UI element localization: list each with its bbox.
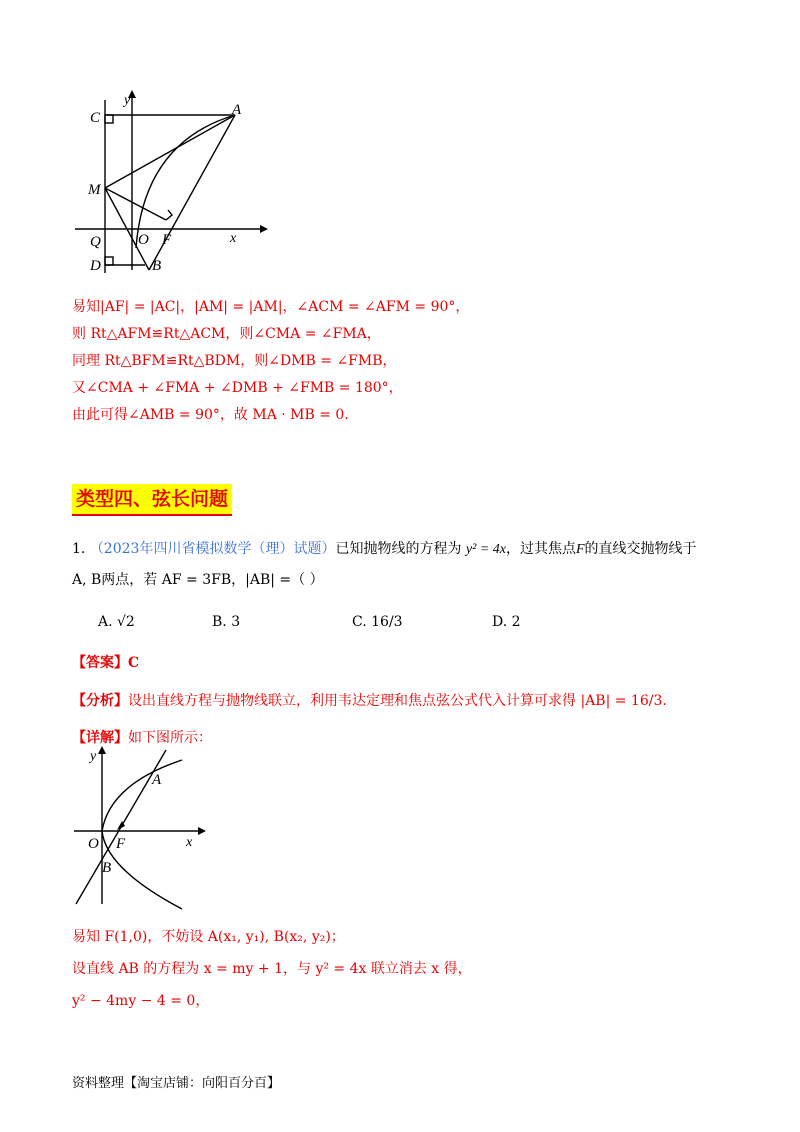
question-source: （2023年四川省模拟数学（理）试题） bbox=[89, 541, 336, 557]
page-footer: 资料整理【淘宝店铺：向阳百分百】 bbox=[72, 1076, 281, 1091]
fig2-label-y: y bbox=[90, 749, 97, 764]
fig2-label-O: O bbox=[88, 836, 99, 852]
label-F: F bbox=[162, 232, 172, 248]
label-A: A bbox=[232, 102, 242, 118]
option-c bbox=[352, 614, 403, 630]
question-focus: F bbox=[575, 542, 585, 557]
question-text-a: 已知抛物线的方程为 bbox=[335, 541, 462, 557]
question-text-c: 的直线交抛物线于 bbox=[584, 541, 697, 557]
parabola-figure-2 bbox=[70, 744, 210, 912]
analysis-text: 设出直线方程与抛物线联立，利用韦达定理和焦点弦公式代入计算可求得 |AB| = 16/3. bbox=[128, 693, 667, 709]
proof-line-3: 同理 Rt△BFM≌Rt△BDM，则∠DMB = ∠FMB， bbox=[72, 353, 397, 369]
geometry-figure-1 bbox=[70, 90, 270, 280]
label-Q: Q bbox=[90, 234, 101, 250]
analysis-tag: 【分析】 bbox=[72, 693, 128, 709]
option-d-value: 2 bbox=[511, 614, 521, 630]
option-c-label: C. bbox=[352, 614, 367, 630]
proof-line-5: 由此可得∠AMB = 90°，故 MA · MB = 0. bbox=[72, 407, 349, 423]
question-number: 1. bbox=[72, 541, 86, 557]
option-a-label: A. bbox=[98, 614, 113, 630]
detail-text: 如下图所示： bbox=[128, 730, 212, 746]
question-line-1 bbox=[72, 538, 697, 558]
proof-line-1: 易知|AF| = |AC|，|AM| = |AM|，∠ACM = ∠AFM = 90°， bbox=[72, 299, 470, 315]
label-y: y bbox=[124, 93, 131, 108]
detail-tag: 【详解】 bbox=[72, 730, 128, 746]
option-a bbox=[98, 614, 135, 630]
option-d-label: D. bbox=[492, 614, 508, 630]
label-D: D bbox=[90, 258, 101, 274]
label-x: x bbox=[230, 231, 237, 246]
solution-line-3: y² − 4my − 4 = 0， bbox=[72, 993, 210, 1009]
section-heading: 类型四、弦长问题 bbox=[72, 484, 232, 516]
option-a-value: √2 bbox=[117, 614, 135, 630]
label-C: C bbox=[90, 110, 101, 126]
question-line-2: A, B两点，若 AF = 3FB，|AB| =（ ） bbox=[72, 572, 324, 588]
option-d bbox=[492, 614, 521, 630]
label-B: B bbox=[152, 258, 162, 274]
question-equation: y² = 4x bbox=[465, 542, 506, 557]
analysis-line bbox=[72, 690, 667, 710]
option-b bbox=[212, 614, 240, 630]
solution-line-1: 易知 F(1,0)，不妨设 A(x₁, y₁), B(x₂, y₂)； bbox=[72, 929, 345, 945]
option-b-value: 3 bbox=[231, 614, 241, 630]
answer-value: C bbox=[128, 655, 140, 671]
option-c-value: 16/3 bbox=[371, 614, 403, 630]
fig2-label-x: x bbox=[186, 835, 193, 850]
label-M: M bbox=[88, 182, 101, 198]
answer-line bbox=[72, 652, 139, 672]
proof-line-4: 又∠CMA + ∠FMA + ∠DMB + ∠FMB = 180°， bbox=[72, 380, 403, 396]
fig2-label-F: F bbox=[116, 836, 126, 852]
proof-line-2: 则 Rt△AFM≌Rt△ACM，则∠CMA = ∠FMA， bbox=[72, 326, 381, 342]
fig2-label-B: B bbox=[102, 860, 112, 876]
option-b-label: B. bbox=[212, 614, 227, 630]
label-O: O bbox=[138, 232, 149, 248]
answer-tag: 【答案】 bbox=[72, 655, 128, 671]
fig2-label-A: A bbox=[152, 772, 162, 788]
question-text-b: ，过其焦点 bbox=[505, 541, 576, 557]
solution-line-2: 设直线 AB 的方程为 x = my + 1，与 y² = 4x 联立消去 x 得， bbox=[72, 961, 472, 977]
